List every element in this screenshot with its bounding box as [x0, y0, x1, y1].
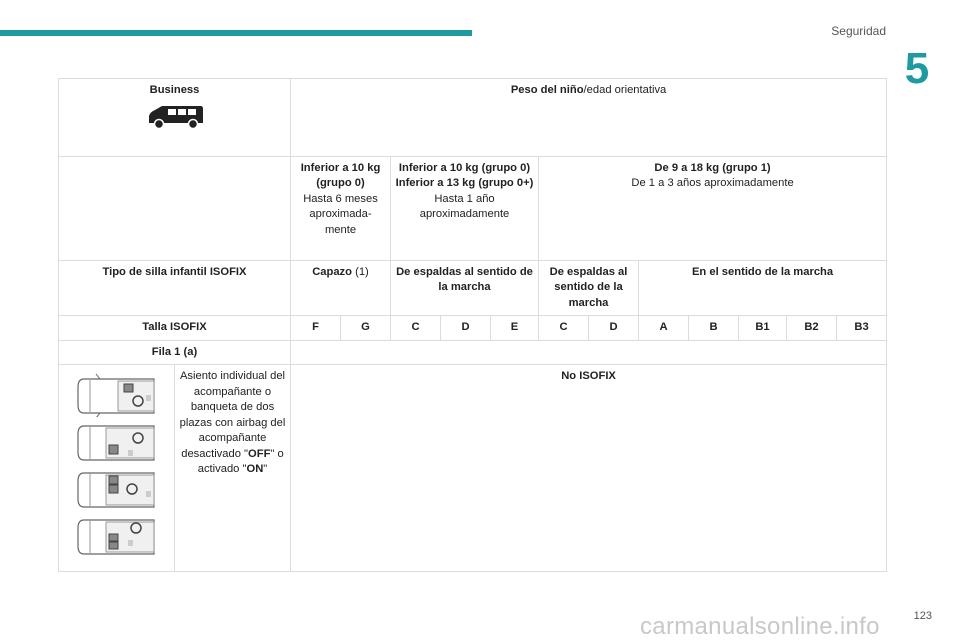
group-line: Hasta 1 año aproximadamente — [419, 192, 510, 221]
seat-map-icon — [76, 467, 158, 511]
van-icon — [146, 104, 204, 130]
group-line: Hasta 6 meses aproximada-mente — [303, 192, 378, 236]
size-cell: B1 — [739, 316, 787, 340]
size-cell: F — [291, 316, 341, 340]
rear-facing-cell: De espaldas al sentido de la marcha — [391, 261, 539, 316]
size-cell: E — [491, 316, 539, 340]
seat-map-icon — [76, 373, 158, 417]
seat-map-cell — [59, 365, 175, 572]
weight-header-cell: Peso del niño/edad orientativa — [291, 79, 887, 157]
isofix-table — [58, 78, 887, 572]
capazo-cell: Capazo (1) — [291, 261, 391, 316]
size-cell: C — [539, 316, 589, 340]
size-cell: D — [589, 316, 639, 340]
seat-map-icon — [76, 514, 158, 558]
size-cell: B2 — [787, 316, 837, 340]
type-label-cell: Tipo de silla infantil ISOFIX — [59, 261, 291, 316]
header-accent-bar — [0, 30, 472, 36]
group-cell — [391, 157, 539, 261]
size-cell: B — [689, 316, 739, 340]
seat-map-icon — [76, 420, 158, 464]
group-line: Inferior a 10 kg (grupo 0) — [398, 162, 531, 174]
size-cell: G — [341, 316, 391, 340]
group-cell — [291, 157, 391, 261]
size-cell: B3 — [837, 316, 887, 340]
watermark: carmanualsonline.info — [640, 613, 880, 640]
forward-facing-cell: En el sentido de la marcha — [639, 261, 887, 316]
row-label-cell: Fila 1 (a) — [59, 340, 291, 364]
group-line: De 9 a 18 kg (grupo 1) — [654, 162, 771, 174]
version-label: Business — [149, 84, 200, 96]
size-cell: D — [441, 316, 491, 340]
size-cell: C — [391, 316, 441, 340]
chapter-number: 5 — [904, 44, 930, 93]
group-line: De 1 a 3 años aproximadamente — [631, 177, 794, 190]
seat-result-cell: No ISOFIX — [291, 365, 887, 572]
page-number: 123 — [913, 610, 932, 622]
empty-cell — [59, 157, 291, 261]
rear-facing-cell-2: De espaldas al sentido de la marcha — [539, 261, 639, 316]
size-cell: A — [639, 316, 689, 340]
size-label-cell: Talla ISOFIX — [59, 316, 291, 340]
group-line: Inferior a 10 kg (grupo 0) — [300, 162, 381, 190]
section-title: Seguridad — [831, 24, 886, 38]
group-cell — [539, 157, 887, 261]
version-cell — [59, 79, 291, 157]
empty-cell — [291, 340, 887, 364]
group-line: Inferior a 13 kg (grupo 0+) — [395, 177, 534, 190]
seat-desc-cell: Asiento individual del acompañante o banqueta de dos plazas con airbag del acompañante desactivado "OFF" o activado "ON" — [175, 365, 291, 572]
